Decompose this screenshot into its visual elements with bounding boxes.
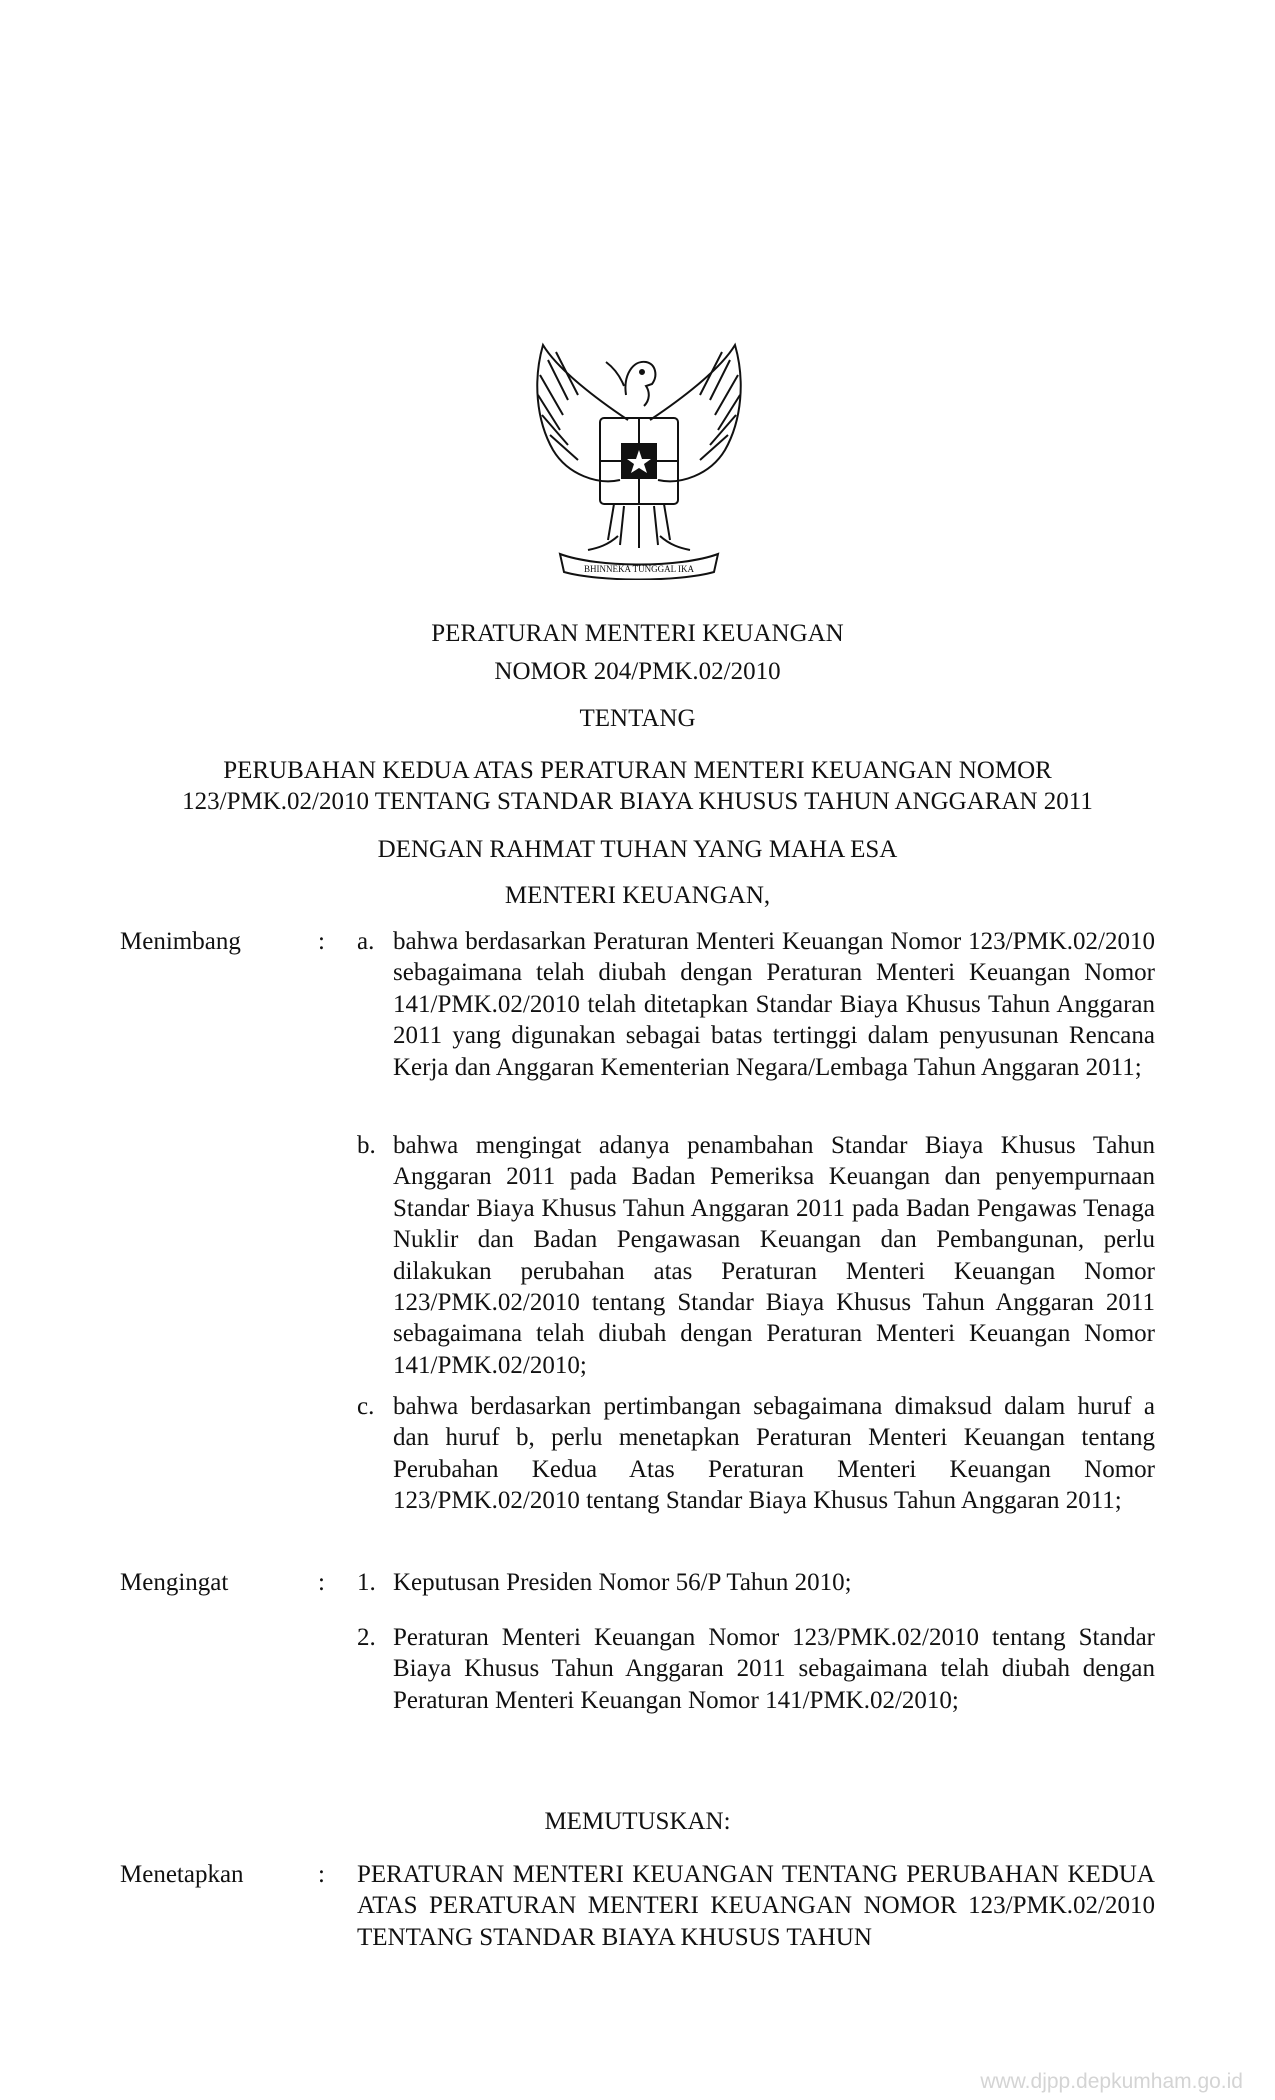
watermark-url: www.djpp.depkumham.go.id xyxy=(980,2070,1243,2093)
mengingat-label: Mengingat xyxy=(120,1569,229,1596)
item-marker: a. xyxy=(357,928,375,955)
subject-line-1: PERUBAHAN KEDUA ATAS PERATURAN MENTERI KEUANGAN NOMOR xyxy=(223,757,1052,784)
motto-text: BHINNEKA TUNGGAL IKA xyxy=(584,564,694,574)
invocation: DENGAN RAHMAT TUHAN YANG MAHA ESA xyxy=(377,836,898,863)
menetapkan-text: PERATURAN MENTERI KEUANGAN TENTANG PERUBAHAN KEDUA ATAS PERATURAN MENTERI KEUANGAN NOMOR 123/PMK.02/2010 TENTANG STANDAR BIAYA KHUSUS TAHUN xyxy=(357,1861,1155,1951)
subject-line-2: 123/PMK.02/2010 TENTANG STANDAR BIAYA KHUSUS TAHUN ANGGARAN 2011 xyxy=(182,788,1093,815)
regulation-title: PERATURAN MENTERI KEUANGAN xyxy=(431,620,844,647)
menimbang-label: Menimbang xyxy=(120,928,241,955)
colon: : xyxy=(318,1861,325,1888)
menimbang-item-a: bahwa berdasarkan Peraturan Menteri Keuangan Nomor 123/PMK.02/2010 sebagaimana telah diubah dengan Peraturan Menteri Keuangan Nomor 141/PMK.02/2010 telah ditetapkan Standar Biaya Khusus Tahun Anggaran 2011 yang digunakan sebagai batas tertinggi dalam penyusunan Rencana Kerja dan Anggaran Kementerian Negara/Lembaga Tahun Anggaran 2011; xyxy=(393,928,1155,1081)
colon: : xyxy=(318,1569,325,1596)
mengingat-item-1: Keputusan Presiden Nomor 56/P Tahun 2010; xyxy=(393,1569,852,1596)
tentang-heading: TENTANG xyxy=(579,705,696,732)
mengingat-item-2: Peraturan Menteri Keuangan Nomor 123/PMK.02/2010 tentang Standar Biaya Khusus Tahun Anggaran 2011 sebagaimana telah diubah dengan Peraturan Menteri Keuangan Nomor 141/PMK.02/2010; xyxy=(393,1624,1155,1714)
menetapkan-label: Menetapkan xyxy=(120,1861,244,1888)
regulation-number: NOMOR 204/PMK.02/2010 xyxy=(494,658,781,685)
menimbang-item-c: bahwa berdasarkan pertimbangan sebagaimana dimaksud dalam huruf a dan huruf b, perlu menetapkan Peraturan Menteri Keuangan tentang Perubahan Kedua Atas Peraturan Menteri Keuangan Nomor 123/PMK.02/2010 tentang Standar Biaya Khusus Tahun Anggaran 2011; xyxy=(393,1393,1155,1515)
garuda-emblem xyxy=(528,340,750,580)
colon: : xyxy=(318,928,325,955)
item-marker: c. xyxy=(357,1393,375,1420)
menimbang-item-b: bahwa mengingat adanya penambahan Standar Biaya Khusus Tahun Anggaran 2011 pada Badan Pemeriksa Keuangan dan penyempurnaan Standar Biaya Khusus Tahun Anggaran 2011 pada Badan Pengawas Tenaga Nuklir dan Badan Pengawasan Keuangan dan Pembangunan, perlu dilakukan perubahan atas Peraturan Menteri Keuangan Nomor 123/PMK.02/2010 tentang Standar Biaya Khusus Tahun Anggaran 2011 sebagaimana telah diubah dengan Peraturan Menteri Keuangan Nomor 141/PMK.02/2010; xyxy=(393,1132,1155,1379)
official-title: MENTERI KEUANGAN, xyxy=(504,882,771,909)
item-marker: b. xyxy=(357,1132,376,1159)
item-marker: 2. xyxy=(357,1624,376,1651)
memutuskan-heading: MEMUTUSKAN: xyxy=(544,1808,731,1835)
item-marker: 1. xyxy=(357,1569,376,1596)
